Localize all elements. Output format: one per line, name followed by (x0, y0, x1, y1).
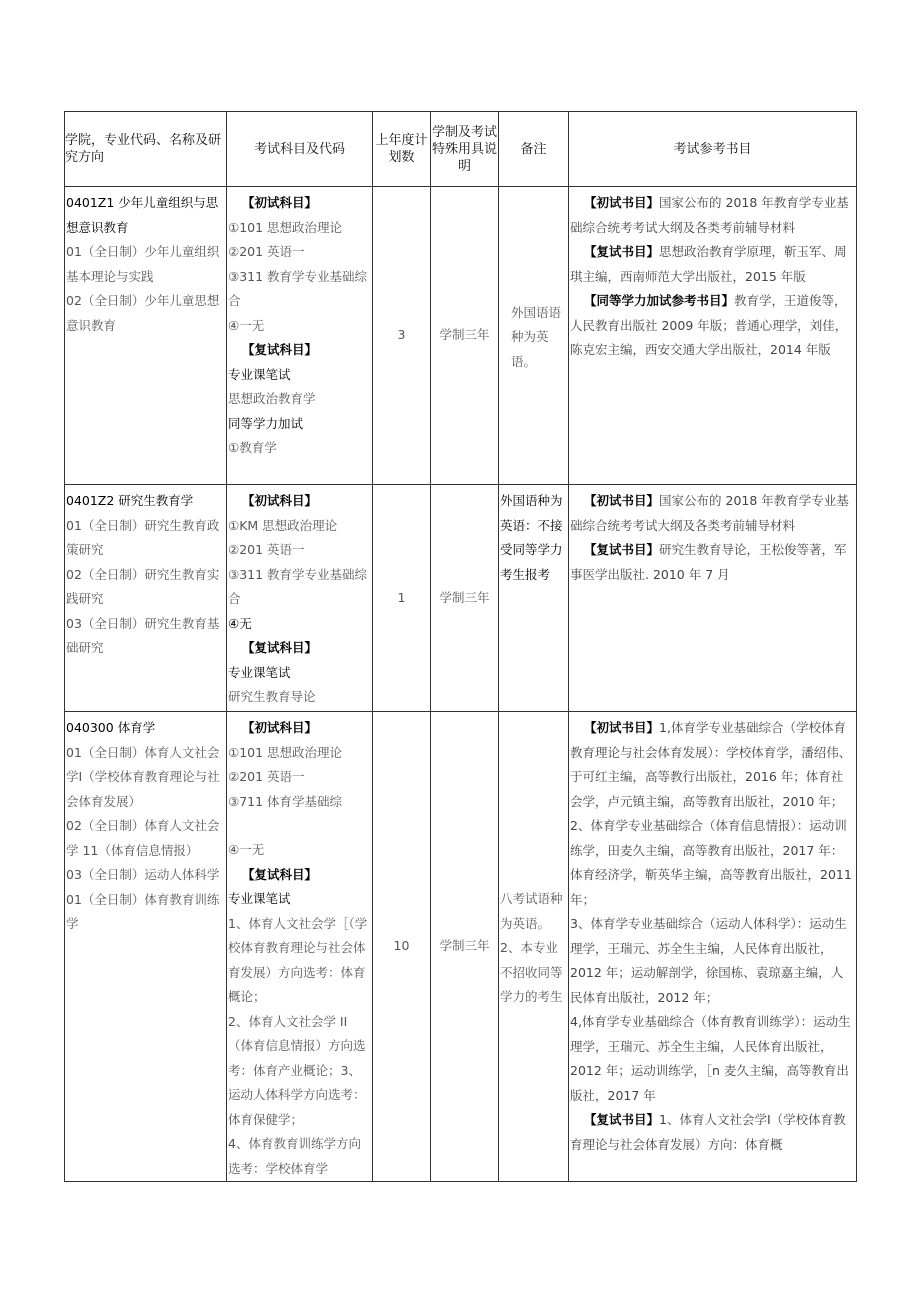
ref-paragraph (570, 716, 855, 814)
system-cell: 学制三年 (431, 485, 499, 712)
ref-text: 研究生教育导论，王松俊等著，军事医学出版社. 2010 年 7 月 (570, 542, 847, 582)
subject-item: 思想政治教育学 (228, 391, 316, 406)
note-cell (499, 712, 569, 1182)
subject-item: ④无 (228, 615, 252, 631)
subject-item: 4、体育教育训练学方向选考：学校体育学 (228, 1136, 361, 1176)
major-name: 040300 体育学 (66, 720, 156, 735)
plan-cell: 3 (373, 187, 431, 485)
ref-paragraph: 4,体育学专业基础综合（体育教育训练学）：运动生理学，王瑞元、苏全生主编，人民体育出版社，2012 年；运动训练学，［n 麦久主编，高等教育出版社，2017 年 (570, 1014, 851, 1103)
subject-item: ①KM 思想政治理论 (228, 517, 338, 533)
subject-item: ③711 体育学基础综 (228, 793, 343, 809)
subject-item: ②201 英语一 (228, 244, 305, 259)
major-cell (65, 485, 227, 712)
ref-text: 思想政治教育学原理，靳玉军、周琪主编，西南师范大学出版社，2015 年版 (570, 244, 847, 284)
subject-item: 专业课笔试 (228, 366, 291, 382)
ref-text: 1、体育人文社会学Ⅰ（学校体育教育理论与社会体育发展）方向：体育概 (570, 1112, 846, 1152)
ref-paragraph (570, 191, 855, 240)
table-row (65, 485, 857, 712)
subject-item: 2、体育人文社会学 II（体育信息情报）方向选考：体育产业概论；3、运动人体科学方向选考：体育保健学； (228, 1013, 366, 1127)
major-cell (65, 712, 227, 1182)
subject-item: ①101 思想政治理论 (228, 219, 343, 235)
subject-heading: 【初试科目】 (242, 720, 318, 735)
table-row (65, 187, 857, 485)
direction-item: 03（全日制）运动人体科学 (66, 867, 220, 882)
header-refs: 考试参考书目 (569, 112, 857, 187)
note-cell (499, 187, 569, 485)
plan-cell: 1 (373, 485, 431, 712)
subject-item: ④一无 (228, 842, 265, 857)
major-name: 0401Z1 少年儿童组织与思想意识教育 (66, 195, 219, 235)
exam-catalog-table (64, 111, 857, 1182)
refs-cell (569, 485, 857, 712)
subject-heading: 【复试科目】 (242, 342, 318, 357)
ref-text: 1,体育学专业基础综合（学校体育教育理论与社会体育发展）：学校体育学，潘绍伟、于可红主编，高等教行出版社，2016 年；体育社会学，卢元镇主编，高等教育出版社，2010 年； (570, 720, 852, 809)
ref-label: 【复试书目】 (584, 244, 660, 259)
subject-heading: 【初试科目】 (242, 493, 318, 508)
ref-label: 【初试书目】 (584, 720, 660, 735)
header-note: 备注 (499, 112, 569, 187)
ref-paragraph (570, 289, 855, 363)
ref-paragraph (570, 489, 855, 538)
ref-paragraph (570, 538, 855, 587)
note-text: 八考试语种为英语。2、本专业不招收同等学力的考生 (500, 891, 563, 1005)
refs-cell (569, 712, 857, 1182)
subject-item: ①教育学 (228, 440, 277, 455)
ref-paragraph: 2、体育学专业基础综合（体育信息情报）：运动训练学，田麦久主编，高等教育出版社，2017 年：体育经济学，靳英华主编，高等教育出版社，2011 年； (570, 818, 852, 907)
subject-item: ②201 英语一 (228, 542, 305, 557)
ref-text: 教育学，王道俊等，人民教育出版社 2009 年版；普通心理学，刘佳，陈克宏主编，西安交通大学出版社，2014 年版 (570, 293, 848, 357)
ref-label: 【同等学力加试参考书目】 (584, 293, 735, 308)
major-cell (65, 187, 227, 485)
note-text: 外国语种为英语：不接受同等学力考生报考 (500, 493, 563, 582)
ref-label: 【复试书目】 (584, 1112, 660, 1127)
header-plan: 上年度计划数 (373, 112, 431, 187)
direction-item: 03（全日制）研究生教育基础研究 (66, 615, 220, 655)
ref-text: 国家公布的 2018 年教育学专业基础综合统考考试大纲及各类考前辅导材料 (570, 493, 849, 533)
system-cell: 学制三年 (431, 712, 499, 1182)
ref-paragraph (570, 240, 855, 289)
note-text: 外国语语种为英语。 (511, 304, 562, 369)
table-header-row (65, 112, 857, 187)
plan-cell: 10 (373, 712, 431, 1182)
table-row (65, 712, 857, 1182)
direction-item: 01（全日制）研究生教育政策研究 (66, 517, 220, 557)
subject-heading: 【复试科目】 (242, 640, 318, 655)
direction-item: 01（全日制）体育教育训练学 (66, 891, 220, 931)
subject-item: ②201 英语一 (228, 769, 305, 784)
ref-paragraph (570, 1108, 855, 1157)
subject-heading: 【初试科目】 (242, 195, 318, 210)
header-subjects: 考试科目及代码 (227, 112, 373, 187)
ref-paragraph: 3、体育学专业基础综合（运动人体科学）：运动生理学，王瑞元、苏全生主编，人民体育出版社，2012 年；运动解剖学，徐国栋、袁琼嘉主编，人民体育出版社，2012 年； (570, 916, 847, 1005)
major-name: 0401Z2 研究生教育学 (66, 493, 194, 508)
subjects-cell (227, 712, 373, 1182)
ref-label: 【复试书目】 (584, 542, 660, 557)
direction-item: 02（全日制）体育人文社会学 11（体育信息情报） (66, 818, 220, 858)
refs-cell (569, 187, 857, 485)
ref-label: 【初试书目】 (584, 195, 660, 210)
subject-item: ③311 教育学专业基础综合 (228, 566, 368, 606)
direction-item: 01（全日制）少年儿童组织基本理论与实践 (66, 244, 220, 284)
subject-item: 同等学力加试 (228, 415, 304, 431)
subjects-cell (227, 485, 373, 712)
subject-item: 1、体育人文社会学［（学校体育教育理论与社会体育发展）方向选考：体育概论； (228, 915, 368, 1004)
header-major: 学院，专业代码、名称及研究方向 (65, 112, 227, 187)
direction-item: 02（全日制）少年儿童思想意识教育 (66, 293, 220, 333)
subject-item: ④一无 (228, 317, 265, 333)
subject-item: ①101 思想政治理论 (228, 744, 343, 760)
subjects-cell (227, 187, 373, 485)
subject-heading: 【复试科目】 (242, 866, 318, 882)
ref-label: 【初试书目】 (584, 493, 660, 508)
subject-item: ③311 教育学专业基础综合 (228, 268, 368, 308)
subject-item: 研究生教育导论 (228, 689, 316, 704)
system-cell: 学制三年 (431, 187, 499, 485)
direction-item: 02（全日制）研究生教育实践研究 (66, 566, 220, 606)
header-system: 学制及考试特殊用具说明 (431, 112, 499, 187)
ref-text: 国家公布的 2018 年教育学专业基础综合统考考试大纲及各类考前辅导材料 (570, 195, 849, 235)
subject-item: 专业课笔试 (228, 891, 291, 906)
subject-item: 专业课笔试 (228, 664, 291, 680)
note-cell (499, 485, 569, 712)
direction-item: 01（全日制）体育人文社会学Ⅰ（学校体育教育理论与社会体育发展） (66, 744, 220, 809)
